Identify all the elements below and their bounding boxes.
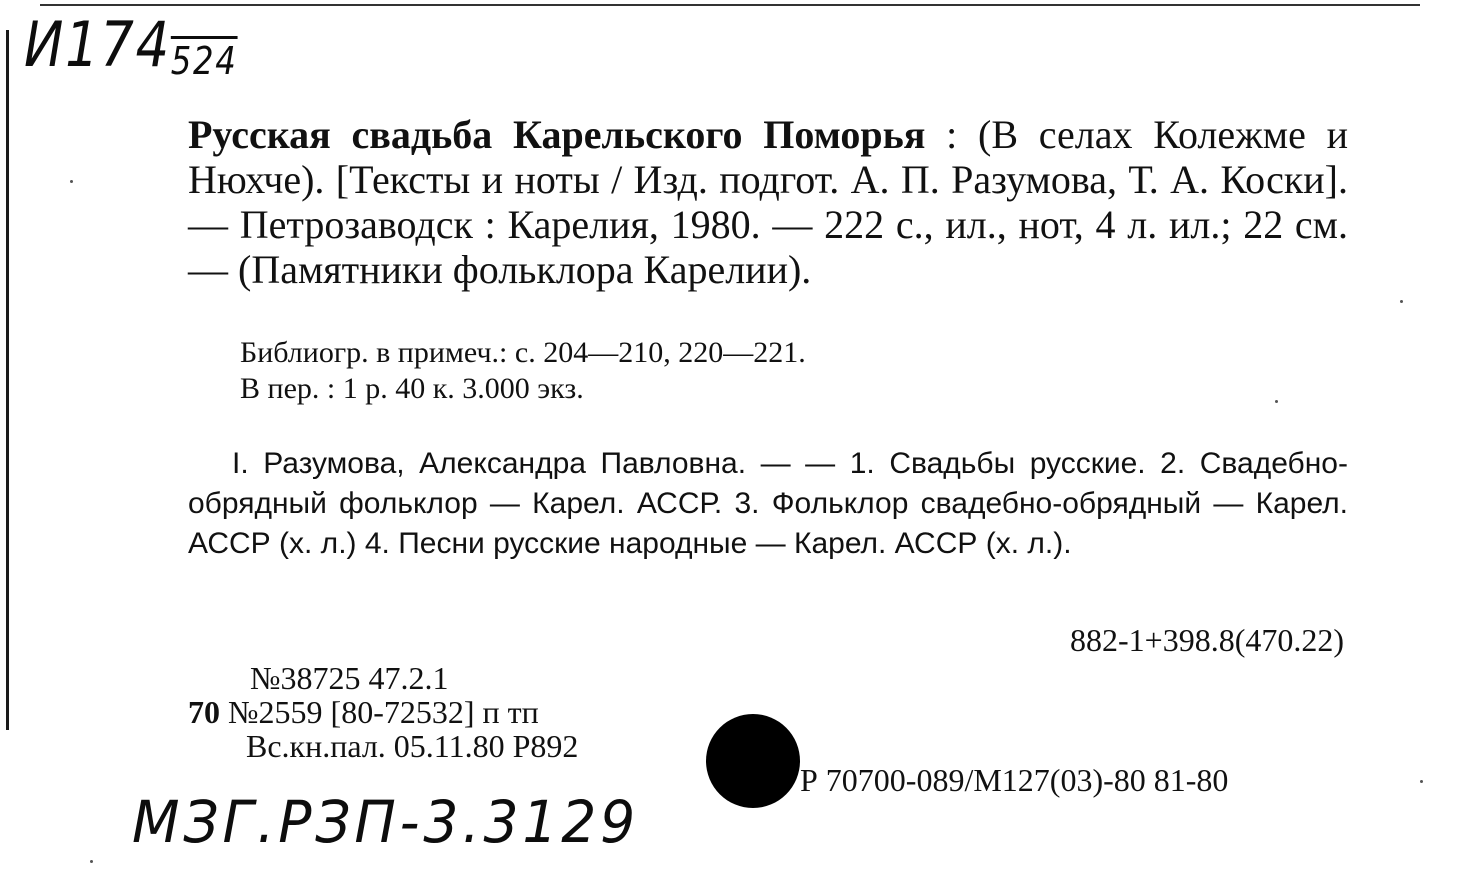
note-bibliography: Библиогр. в примеч.: с. 204—210, 220—221.	[240, 336, 806, 369]
footer-line-3: Вс.кн.пал. 05.11.80 Р892	[246, 728, 579, 764]
handwritten-top-code-sup: 524	[170, 39, 238, 83]
bbk-code: Р 70700-089/М127(03)-80 81-80	[800, 762, 1229, 798]
scan-speck	[70, 180, 73, 183]
handwritten-bottom-code: МЗГ.РЗП-3.3129	[132, 788, 639, 856]
handwritten-top-code	[24, 8, 238, 83]
bibliographic-entry	[188, 112, 1348, 292]
note-price: В пер. : 1 р. 40 к. 3.000 экз.	[240, 372, 584, 405]
footer-line-2-text: №2559 [80-72532] п тп	[228, 694, 539, 730]
scan-speck	[90, 860, 93, 863]
scan-speck	[1275, 400, 1278, 403]
footer-line-2-number: 70	[188, 694, 220, 730]
card-left-edge	[6, 30, 9, 730]
subject-headings: I. Разумова, Александра Павловна. — — 1. Свадьбы русские. 2. Свадебно-обрядный фольклор — Карел. АССР. 3. Фольклор свадебно-обрядный — Карел. АССР (х. л.) 4. Песни русские народные — Карел. АССР (х. л.).	[188, 447, 1348, 560]
card-top-edge	[40, 4, 1420, 6]
entry-body: : (В селах Колежме и Нюхче). [Тексты и ноты / Изд. подгот. А. П. Разумова, Т. А. Коски]. — Петрозаводск : Карелия, 1980. — 222 с., ил., нот, 4 л. ил.; 22 см. — (Памятники фольклора Карелии).	[188, 112, 1348, 292]
classification-index: 882-1+398.8(470.22)	[1069, 622, 1344, 658]
footer-line-2	[188, 694, 539, 730]
handwritten-top-code-main: И174	[24, 8, 171, 81]
punch-hole	[706, 714, 800, 808]
scan-speck	[1420, 780, 1423, 783]
scan-speck	[1400, 300, 1403, 303]
footer-line-1: №38725 47.2.1	[250, 660, 449, 696]
entry-title: Русская свадьба Карельского Поморья	[188, 112, 926, 157]
